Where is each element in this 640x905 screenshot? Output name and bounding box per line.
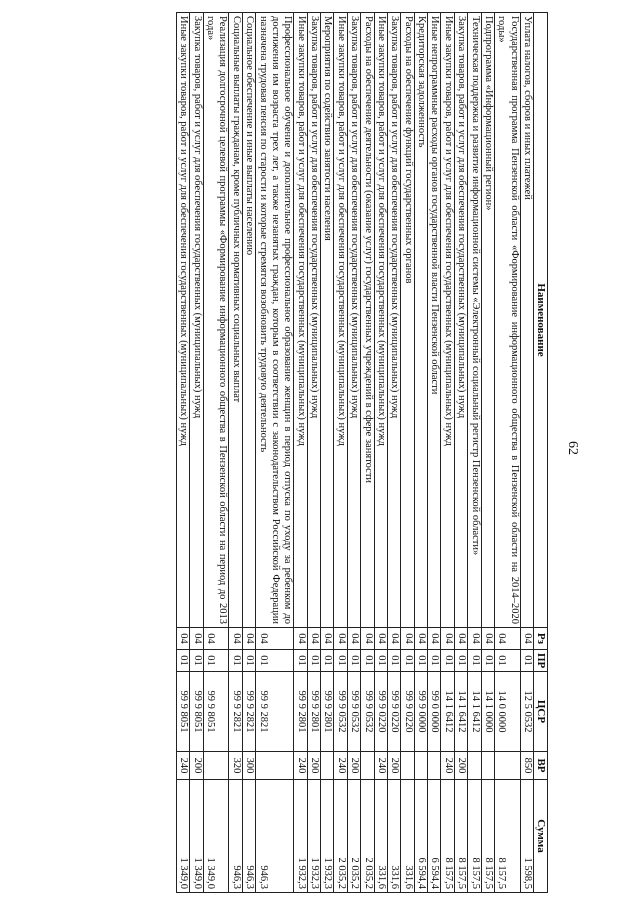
table-body	[176, 13, 533, 893]
row-rz-cell: 04	[294, 628, 307, 650]
row-csr-cell: 99 9 0000	[414, 672, 427, 752]
header-name: Наименование	[534, 13, 548, 628]
row-vr-cell	[321, 752, 334, 780]
header-rz: Рз	[534, 628, 548, 650]
row-rz-cell: 04	[468, 628, 481, 650]
row-vr-cell: 200	[387, 752, 400, 780]
row-csr-cell: 14 1 6412	[468, 672, 481, 752]
row-pr-cell: 01	[387, 650, 400, 672]
row-pr-cell: 01	[347, 650, 360, 672]
row-sum-cell: 1 932,3	[307, 780, 320, 893]
row-vr-cell: 240	[374, 752, 387, 780]
row-name-cell: Мероприятия по содействию занятости населения	[321, 13, 334, 628]
row-rz-cell: 04	[334, 628, 347, 650]
row-name-cell: Техническая поддержка и развитие информационной системы «Электронный социальный регистр Пензенской области»	[468, 13, 481, 628]
row-name-cell: Иные закупки товаров, работ и услуг для обеспечения государственных (муниципальных) нужд	[441, 13, 454, 628]
table-row	[374, 13, 387, 893]
table-row	[176, 13, 189, 893]
row-pr-cell: 01	[454, 650, 467, 672]
row-csr-cell: 99 9 0532	[361, 672, 374, 752]
row-vr-cell: 240	[176, 752, 189, 780]
row-vr-cell	[428, 752, 441, 780]
row-rz-cell: 04	[401, 628, 414, 650]
row-vr-cell	[361, 752, 374, 780]
row-vr-cell	[468, 752, 481, 780]
table-row	[414, 13, 427, 893]
row-name-cell: Закупка товаров, работ и услуг для обеспечения государственных (муниципальных) нужд	[190, 13, 203, 628]
table-row	[454, 13, 467, 893]
table-row	[229, 13, 242, 893]
row-csr-cell: 14 1 0000	[481, 672, 494, 752]
row-sum-cell: 1 349,0	[190, 780, 203, 893]
row-pr-cell: 01	[307, 650, 320, 672]
table-row	[401, 13, 414, 893]
row-rz-cell: 04	[242, 628, 255, 650]
row-pr-cell: 01	[321, 650, 334, 672]
table-row	[428, 13, 441, 893]
table-row	[387, 13, 400, 893]
row-rz-cell: 04	[387, 628, 400, 650]
table-row	[520, 13, 533, 893]
row-name-cell: Иные закупки товаров, работ и услуг для обеспечения государственных (муниципальных) нужд	[374, 13, 387, 628]
table-header-row	[534, 13, 548, 893]
row-csr-cell: 99 9 0220	[401, 672, 414, 752]
table-row	[361, 13, 374, 893]
budget-table	[176, 12, 548, 893]
row-rz-cell: 04	[203, 628, 229, 650]
budget-table-rotated	[55, 12, 548, 892]
row-csr-cell: 99 9 2821	[256, 672, 294, 752]
row-rz-cell: 04	[494, 628, 520, 650]
row-csr-cell: 99 9 2801	[294, 672, 307, 752]
row-csr-cell: 14 1 6412	[454, 672, 467, 752]
row-sum-cell: 6 594,4	[428, 780, 441, 893]
table-row	[494, 13, 520, 893]
row-rz-cell: 04	[229, 628, 242, 650]
row-name-cell: Подпрограмма «Информационный регион»	[481, 13, 494, 628]
row-sum-cell: 946,3	[229, 780, 242, 893]
row-sum-cell: 6 594,4	[414, 780, 427, 893]
row-pr-cell: 01	[190, 650, 203, 672]
header-sum: Сумма	[534, 780, 548, 893]
row-pr-cell: 01	[256, 650, 294, 672]
row-rz-cell: 04	[190, 628, 203, 650]
row-sum-cell: 2 035,2	[334, 780, 347, 893]
row-vr-cell	[414, 752, 427, 780]
row-sum-cell: 2 035,2	[347, 780, 360, 893]
row-vr-cell	[256, 752, 294, 780]
row-sum-cell: 331,6	[374, 780, 387, 893]
row-rz-cell: 04	[321, 628, 334, 650]
row-pr-cell: 01	[203, 650, 229, 672]
row-rz-cell: 04	[347, 628, 360, 650]
row-csr-cell: 99 9 0220	[387, 672, 400, 752]
row-pr-cell: 01	[401, 650, 414, 672]
row-sum-cell: 8 157,5	[441, 780, 454, 893]
table-row	[347, 13, 360, 893]
row-name-cell: Иные закупки товаров, работ и услуг для обеспечения государственных (муниципальных) нужд	[294, 13, 307, 628]
row-vr-cell	[494, 752, 520, 780]
row-sum-cell: 8 157,5	[454, 780, 467, 893]
table-row	[203, 13, 229, 893]
row-rz-cell: 04	[256, 628, 294, 650]
table-row	[256, 13, 294, 893]
row-rz-cell: 04	[361, 628, 374, 650]
row-csr-cell: 99 9 8051	[176, 672, 189, 752]
row-name-cell: Расходы на обеспечение функций государственных органов	[401, 13, 414, 628]
row-pr-cell: 01	[294, 650, 307, 672]
row-sum-cell: 8 157,5	[468, 780, 481, 893]
row-pr-cell: 01	[229, 650, 242, 672]
table-row	[441, 13, 454, 893]
row-sum-cell: 1 932,3	[294, 780, 307, 893]
row-sum-cell: 331,6	[401, 780, 414, 893]
row-csr-cell: 99 9 0220	[374, 672, 387, 752]
row-sum-cell: 8 157,5	[494, 780, 520, 893]
row-name-cell: Закупка товаров, работ и услуг для обеспечения государственных (муниципальных) нужд	[347, 13, 360, 628]
row-sum-cell: 946,3	[256, 780, 294, 893]
row-vr-cell: 200	[454, 752, 467, 780]
row-vr-cell: 240	[441, 752, 454, 780]
row-csr-cell: 14 1 6412	[441, 672, 454, 752]
row-name-cell: Иные закупки товаров, работ и услуг для обеспечения государственных (муниципальных) нужд	[176, 13, 189, 628]
header-vr: ВР	[534, 752, 548, 780]
row-name-cell: Закупка товаров, работ и услуг для обеспечения государственных (муниципальных) нужд	[387, 13, 400, 628]
row-name-cell: Закупка товаров, работ и услуг для обеспечения государственных (муниципальных) нужд	[307, 13, 320, 628]
row-pr-cell: 01	[428, 650, 441, 672]
row-csr-cell: 99 9 8051	[190, 672, 203, 752]
row-vr-cell: 240	[334, 752, 347, 780]
row-csr-cell: 99 0 0000	[428, 672, 441, 752]
row-name-cell: Уплата налогов, сборов и иных платежей	[520, 13, 533, 628]
row-name-cell: Иные закупки товаров, работ и услуг для обеспечения государственных (муниципальных) нужд	[334, 13, 347, 628]
row-rz-cell: 04	[374, 628, 387, 650]
table-row	[468, 13, 481, 893]
row-name-cell: Иные непрограммные расходы органов государственной власти Пензенской области	[428, 13, 441, 628]
row-pr-cell: 01	[468, 650, 481, 672]
row-pr-cell: 01	[242, 650, 255, 672]
row-rz-cell: 04	[481, 628, 494, 650]
row-rz-cell: 04	[414, 628, 427, 650]
row-name-cell: Социальные выплаты гражданам, кроме публичных нормативных социальных выплат	[229, 13, 242, 628]
row-vr-cell: 300	[242, 752, 255, 780]
row-sum-cell: 331,6	[387, 780, 400, 893]
row-rz-cell: 04	[307, 628, 320, 650]
budget-table-container	[55, 12, 548, 892]
row-csr-cell: 99 9 2801	[307, 672, 320, 752]
row-rz-cell: 04	[428, 628, 441, 650]
row-pr-cell: 01	[441, 650, 454, 672]
row-vr-cell: 850	[520, 752, 533, 780]
row-pr-cell: 01	[520, 650, 533, 672]
row-sum-cell: 8 157,5	[481, 780, 494, 893]
row-pr-cell: 01	[361, 650, 374, 672]
row-pr-cell: 01	[414, 650, 427, 672]
row-vr-cell	[203, 752, 229, 780]
row-csr-cell: 99 9 0532	[347, 672, 360, 752]
row-name-cell: Кредиторская задолженность	[414, 13, 427, 628]
row-pr-cell: 01	[176, 650, 189, 672]
row-vr-cell: 200	[307, 752, 320, 780]
row-csr-cell: 99 9 2821	[229, 672, 242, 752]
row-pr-cell: 01	[374, 650, 387, 672]
header-pr: ПР	[534, 650, 548, 672]
table-row	[307, 13, 320, 893]
row-name-cell: Профессиональное обучение и дополнительное профессиональное образование женщин в период отпуска по уходу за ребенком до достижения им возраста трех лет, а также незанятых граждан, которым в соответствии с законодательством Российской Федерации назначена трудовая пенсия по старости и которые стремятся возобновить трудовую деятельность	[256, 13, 294, 628]
row-name-cell: Закупка товаров, работ и услуг для обеспечения государственных (муниципальных) нужд	[454, 13, 467, 628]
row-csr-cell: 99 9 8051	[203, 672, 229, 752]
row-vr-cell: 200	[190, 752, 203, 780]
row-vr-cell	[401, 752, 414, 780]
table-row	[321, 13, 334, 893]
row-vr-cell: 200	[347, 752, 360, 780]
row-csr-cell: 99 9 2801	[321, 672, 334, 752]
row-sum-cell: 1 349,0	[203, 780, 229, 893]
row-csr-cell: 99 9 0532	[334, 672, 347, 752]
row-name-cell: Социальное обеспечение и иные выплаты населению	[242, 13, 255, 628]
row-sum-cell: 1 598,5	[520, 780, 533, 893]
row-vr-cell	[481, 752, 494, 780]
row-sum-cell: 946,3	[242, 780, 255, 893]
row-sum-cell: 2 035,2	[361, 780, 374, 893]
row-sum-cell: 1 349,0	[176, 780, 189, 893]
table-row	[294, 13, 307, 893]
row-vr-cell: 320	[229, 752, 242, 780]
row-name-cell: Государственная программа Пензенской области «Формирование информационного общества в Пензенской области на 2014–2020 годы»	[494, 13, 520, 628]
header-csr: ЦСР	[534, 672, 548, 752]
row-rz-cell: 04	[176, 628, 189, 650]
row-csr-cell: 14 0 0000	[494, 672, 520, 752]
row-pr-cell: 01	[481, 650, 494, 672]
row-rz-cell: 04	[441, 628, 454, 650]
table-row	[334, 13, 347, 893]
table-row	[242, 13, 255, 893]
table-row	[481, 13, 494, 893]
row-sum-cell: 1 932,3	[321, 780, 334, 893]
row-csr-cell: 99 9 2821	[242, 672, 255, 752]
row-rz-cell: 04	[454, 628, 467, 650]
row-rz-cell: 04	[520, 628, 533, 650]
row-pr-cell: 01	[334, 650, 347, 672]
row-pr-cell: 01	[494, 650, 520, 672]
row-csr-cell: 12 5 0532	[520, 672, 533, 752]
table-row	[190, 13, 203, 893]
row-name-cell: Реализация долгосрочной целевой программы «Формирование информационного общества в Пензенской области на период до 2013 года»	[203, 13, 229, 628]
page-number: 62	[565, 441, 580, 455]
row-name-cell: Расходы на обеспечение деятельности (оказание услуг) государственных учреждений в сфере занятости	[361, 13, 374, 628]
row-vr-cell: 240	[294, 752, 307, 780]
